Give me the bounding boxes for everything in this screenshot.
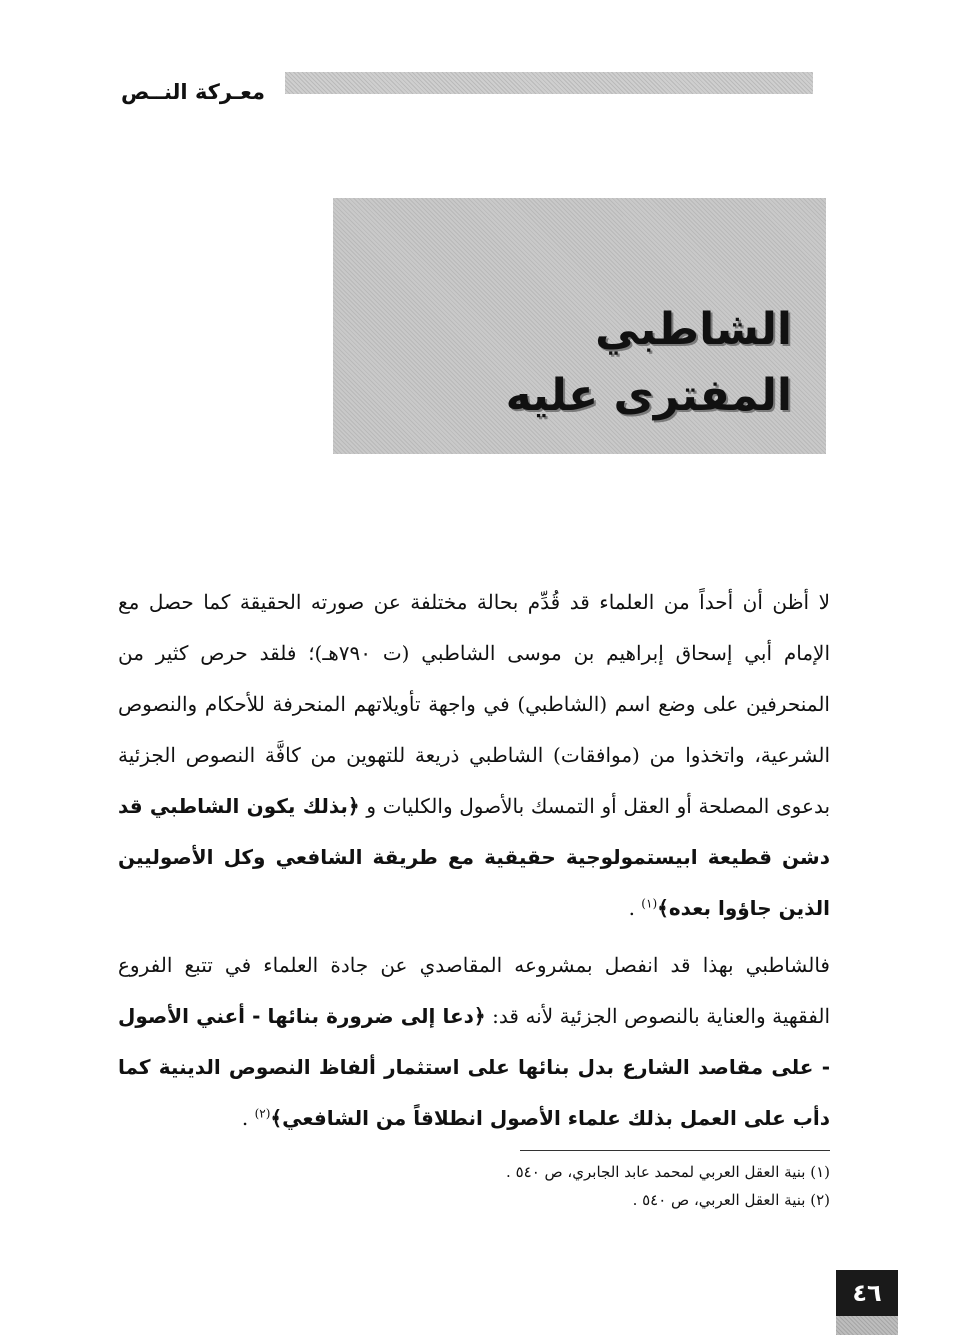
paragraph-2-text: فالشاطبي بهذا قد انفصل بمشروعه المقاصدي عن جادة العلماء في تتبع الفروع الفقهية والعناية بالنصوص الجزئية لأنه قد: (118, 953, 831, 1028)
footnote-1: (١) بنية العقل العربي لمحمد عابد الجابري، ص ٥٤٠ . (506, 1163, 830, 1181)
footnote-2: (٢) بنية العقل العربي، ص ٥٤٠ . (632, 1191, 830, 1209)
page-number: ٤٦ (836, 1270, 898, 1316)
paragraph-1-text: لا أظن أن أحداً من العلماء قد قُدِّم بحالة مختلفة عن صورته الحقيقة كما حصل مع الإمام أبي إسحاق إبراهيم بن موسى الشاطبي (ت ٧٩٠هـ)؛ فلقد حرص كثير من المنحرفين على وضع اسم (الشاطبي) في واجهة تأويلاتهم المنحرفة للأحكام والنصوص الشرعية، واتخذوا من (موافقات) الشاطبي ذريعة للتهوين من كافَّة النصوص الجزئية بدعوى المصلحة أو العقل أو التمسك بالأصول والكليات و (118, 590, 831, 818)
chapter-title-line-2: المفترى عليه (505, 370, 792, 421)
paragraph-2-end: . (241, 1106, 255, 1130)
running-header-bar (285, 72, 813, 94)
footnote-ref-1: (١) (641, 896, 658, 911)
footnotes (400, 1158, 830, 1214)
chapter-title-box (333, 198, 826, 454)
paragraph-1-end: . (628, 896, 642, 920)
paragraph-1-quote: ﴿بذلك يكون الشاطبي قد دشن قطيعة ابيستمولوجية حقيقية مع طريقة الشافعي وكل الأصوليين الذين جاؤوا بعده﴾ (118, 794, 830, 920)
paragraph-2 (118, 940, 830, 1144)
page-corner-texture (836, 1316, 898, 1335)
chapter-title-line-1: الشاطبي (595, 304, 792, 355)
running-title: معـركة النــص (120, 80, 265, 104)
paragraph-2-quote: ﴿دعا إلى ضرورة بنائها - أعني الأصول - على مقاصد الشارع بدل بنائها على استثمار ألفاظ النصوص الدينية كما دأب على العمل بذلك علماء الأصول انطلاقاً من الشافعي﴾ (118, 1004, 830, 1130)
paragraph-1 (118, 577, 830, 934)
footnote-divider (520, 1150, 830, 1151)
footnote-ref-2: (٢) (254, 1106, 271, 1121)
